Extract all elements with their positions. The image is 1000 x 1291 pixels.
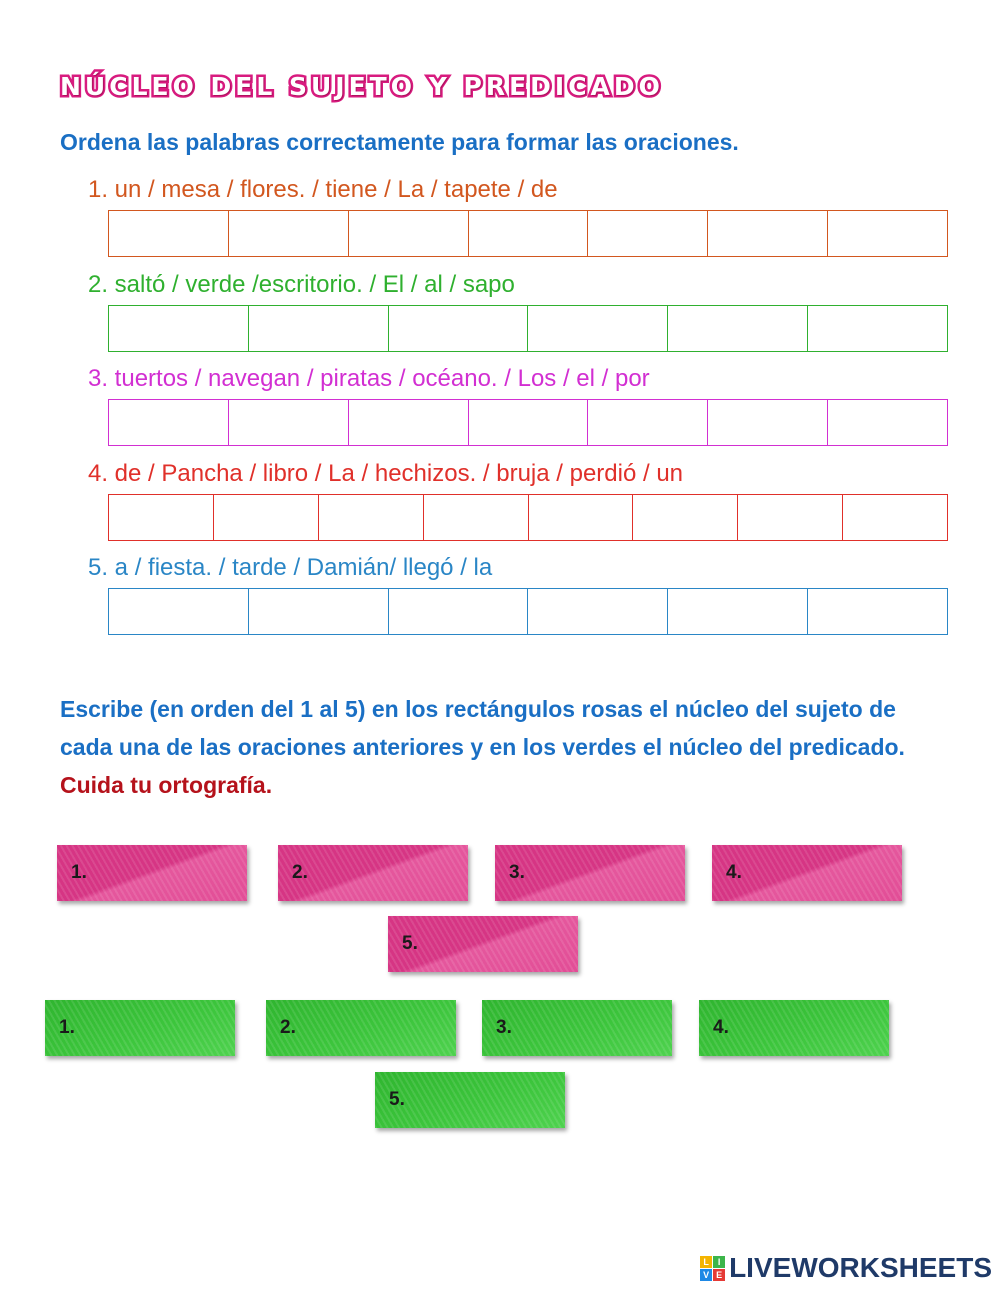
answer-box[interactable] <box>828 210 948 257</box>
green-answer-number: 5. <box>389 1089 405 1110</box>
answer-box[interactable] <box>424 494 529 541</box>
pink-answer-box-4[interactable] <box>712 845 902 901</box>
logo-mark-icon <box>700 1256 725 1281</box>
exercise-2-answer-row <box>108 305 948 352</box>
answer-box[interactable] <box>108 588 249 635</box>
exercise-3-answer-row <box>108 399 948 446</box>
logo-letter-i: I <box>713 1256 725 1268</box>
answer-box[interactable] <box>588 399 708 446</box>
answer-box[interactable] <box>843 494 948 541</box>
green-answer-number: 4. <box>713 1017 729 1038</box>
answer-box[interactable] <box>389 305 529 352</box>
answer-box[interactable] <box>469 210 589 257</box>
answer-box[interactable] <box>808 305 948 352</box>
exercise-4-words: 4. de / Pancha / libro / La / hechizos. / bruja / perdió / un <box>88 460 684 487</box>
answer-box[interactable] <box>738 494 843 541</box>
green-answer-box-5[interactable] <box>375 1072 565 1128</box>
answer-box[interactable] <box>808 588 948 635</box>
answer-box[interactable] <box>469 399 589 446</box>
answer-box[interactable] <box>528 588 668 635</box>
answer-box[interactable] <box>668 305 808 352</box>
exercise-1-answer-row <box>108 210 948 257</box>
logo-letter-l: L <box>700 1256 712 1268</box>
spelling-warning: Cuida tu ortografía. <box>60 772 273 798</box>
green-answer-box-2[interactable] <box>266 1000 456 1056</box>
answer-box[interactable] <box>708 210 828 257</box>
answer-box[interactable] <box>349 210 469 257</box>
answer-box[interactable] <box>588 210 708 257</box>
logo-text: LIVEWORKSHEETS <box>729 1252 992 1283</box>
green-answer-box-1[interactable] <box>45 1000 235 1056</box>
instruction-text: Ordena las palabras correctamente para formar las oraciones. <box>60 129 739 155</box>
green-answer-number: 1. <box>59 1017 75 1038</box>
exercise-4-answer-row <box>108 494 948 541</box>
page-title: NÚCLEO DEL SUJETO Y PREDICADO <box>60 72 664 101</box>
exercise-5-answer-row <box>108 588 948 635</box>
answer-box[interactable] <box>108 399 229 446</box>
green-answer-box-3[interactable] <box>482 1000 672 1056</box>
answer-box[interactable] <box>828 399 948 446</box>
answer-box[interactable] <box>529 494 634 541</box>
answer-box[interactable] <box>108 305 249 352</box>
green-answer-number: 3. <box>496 1017 512 1038</box>
pink-answer-box-2[interactable] <box>278 845 468 901</box>
pink-answer-number: 3. <box>509 862 525 883</box>
answer-box[interactable] <box>349 399 469 446</box>
pink-answer-box-5[interactable] <box>388 916 578 972</box>
green-answer-box-4[interactable] <box>699 1000 889 1056</box>
green-answer-number: 2. <box>280 1017 296 1038</box>
pink-answer-box-1[interactable] <box>57 845 247 901</box>
answer-box[interactable] <box>229 210 349 257</box>
answer-box[interactable] <box>668 588 808 635</box>
pink-answer-number: 4. <box>726 862 742 883</box>
answer-box[interactable] <box>389 588 529 635</box>
logo-letter-v: V <box>700 1269 712 1281</box>
answer-box[interactable] <box>528 305 668 352</box>
answer-box[interactable] <box>319 494 424 541</box>
pink-answer-number: 1. <box>71 862 87 883</box>
logo-letter-e: E <box>713 1269 725 1281</box>
answer-box[interactable] <box>249 588 389 635</box>
answer-box[interactable] <box>108 210 229 257</box>
exercise-2-words: 2. saltó / verde /escritorio. / El / al / sapo <box>88 271 515 298</box>
answer-box[interactable] <box>249 305 389 352</box>
instruction-paragraph <box>60 690 930 804</box>
answer-box[interactable] <box>229 399 349 446</box>
liveworksheets-logo <box>700 1252 992 1284</box>
exercise-5-words: 5. a / fiesta. / tarde / Damián/ llegó / la <box>88 554 493 581</box>
exercise-1-words: 1. un / mesa / flores. / tiene / La / tapete / de <box>88 176 558 203</box>
answer-box[interactable] <box>214 494 319 541</box>
pink-answer-number: 5. <box>402 933 418 954</box>
pink-answer-number: 2. <box>292 862 308 883</box>
pink-answer-box-3[interactable] <box>495 845 685 901</box>
answer-box[interactable] <box>108 494 214 541</box>
paragraph-main: Escribe (en orden del 1 al 5) en los rectángulos rosas el núcleo del sujeto de cada una de las oraciones anteriores y en los verdes el núcleo del predicado. <box>60 696 905 760</box>
exercise-3-words: 3. tuertos / navegan / piratas / océano. / Los / el / por <box>88 365 650 392</box>
answer-box[interactable] <box>708 399 828 446</box>
answer-box[interactable] <box>633 494 738 541</box>
